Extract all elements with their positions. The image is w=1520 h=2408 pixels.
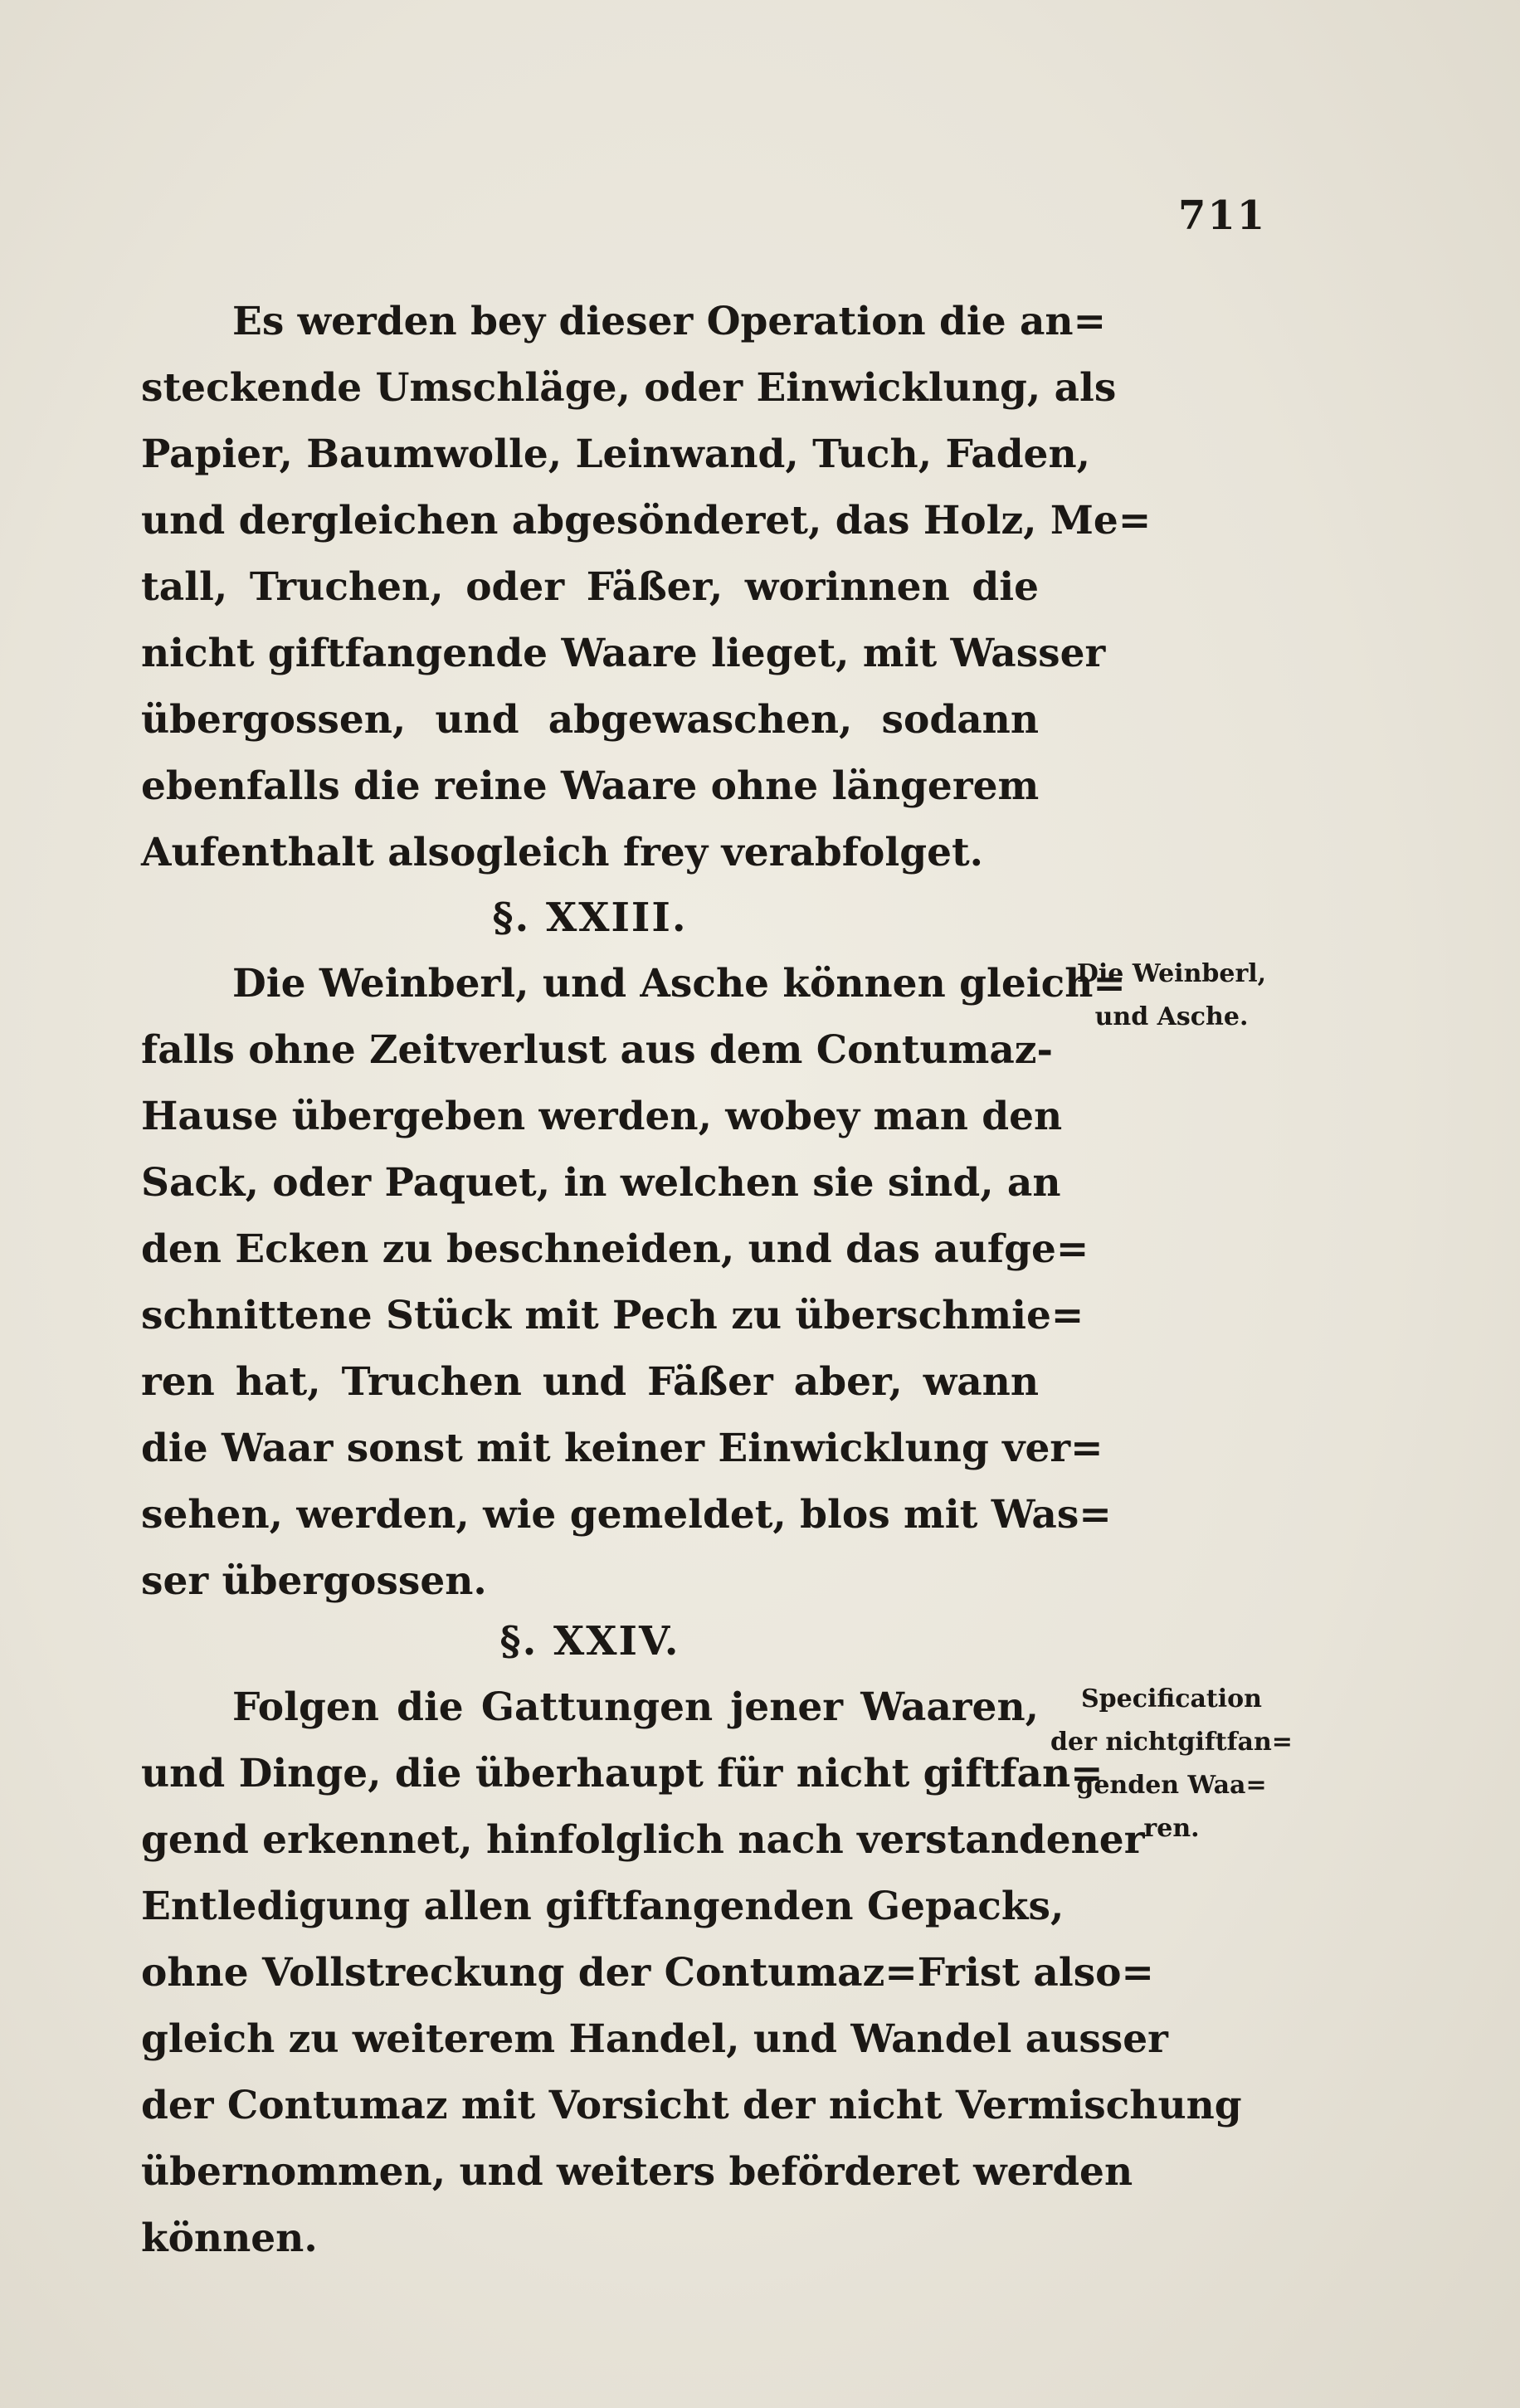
text-line: falls ohne Zeitverlust aus dem Contumaz- xyxy=(141,1027,1053,1073)
paragraph-section-23 xyxy=(141,951,1126,1615)
text-line: und dergleichen abgesönderet, das Holz, Me= xyxy=(141,498,1152,544)
text-line: Aufenthalt alsogleich frey verabfolget. xyxy=(141,830,984,875)
margin-note-line: und Asche. xyxy=(1094,1002,1249,1031)
text-line: die Waar sonst mit keiner Einwicklung ver= xyxy=(141,1426,1103,1471)
text-line: den Ecken zu beschneiden, und das aufge= xyxy=(141,1226,1089,1272)
margin-note-line: Specification xyxy=(1081,1684,1262,1713)
text-line: gend erkennet, hinfolglich nach verstandener xyxy=(141,1817,1145,1863)
text-line: der Contumaz mit Vorsicht der nicht Vermischung xyxy=(141,2083,1242,2128)
text-line: Entledigung allen giftfangenden Gepacks, xyxy=(141,1884,1064,1929)
page-number: 711 xyxy=(1178,193,1267,239)
text-line: Folgen die Gattungen jener Waaren, xyxy=(232,1684,1039,1730)
text-line: ebenfalls die reine Waare ohne längerem xyxy=(141,763,1040,809)
paragraph-1 xyxy=(141,289,1152,886)
text-line: sehen, werden, wie gemeldet, blos mit Was= xyxy=(141,1492,1112,1538)
text-line: schnittene Stück mit Pech zu überschmie= xyxy=(141,1293,1084,1338)
text-line: gleich zu weiterem Handel, und Wandel ausser xyxy=(141,2016,1168,2062)
margin-note-line: Die Weinberl, xyxy=(1076,959,1267,988)
text-line: können. xyxy=(141,2215,318,2261)
text-line: ser übergossen. xyxy=(141,1558,487,1604)
text-line: tall, Truchen, oder Fäßer, worinnen die xyxy=(141,564,1039,610)
margin-note-line: der nichtgiftfan= xyxy=(1050,1728,1293,1757)
text-line: übernommen, und weiters beförderet werden xyxy=(141,2149,1133,2195)
text-line: Die Weinberl, und Asche können gleich= xyxy=(232,961,1126,1007)
text-line: Sack, oder Paquet, in welchen sie sind, an xyxy=(141,1160,1061,1206)
text-line: nicht giftfangende Waare lieget, mit Wasser xyxy=(141,631,1106,676)
margin-note-line: ren. xyxy=(1143,1814,1200,1843)
text-line: Es werden bey dieser Operation die an= xyxy=(232,299,1106,344)
text-line: Hause übergeben werden, wobey man den xyxy=(141,1094,1063,1139)
text-line: übergossen, und abgewaschen, sodann xyxy=(141,697,1039,743)
text-line: und Dinge, die überhaupt für nicht giftfan= xyxy=(141,1751,1103,1796)
section-heading-24: §. XXIV. xyxy=(499,1618,680,1665)
text-line: steckende Umschläge, oder Einwicklung, als xyxy=(141,365,1117,411)
margin-note-line: genden Waa= xyxy=(1076,1771,1267,1800)
text-line: Papier, Baumwolle, Leinwand, Tuch, Faden, xyxy=(141,431,1090,477)
text-line: ohne Vollstreckung der Contumaz=Frist also= xyxy=(141,1950,1154,1996)
section-heading-23: §. XXIII. xyxy=(492,894,688,941)
text-line: ren hat, Truchen und Fäßer aber, wann xyxy=(141,1359,1039,1405)
